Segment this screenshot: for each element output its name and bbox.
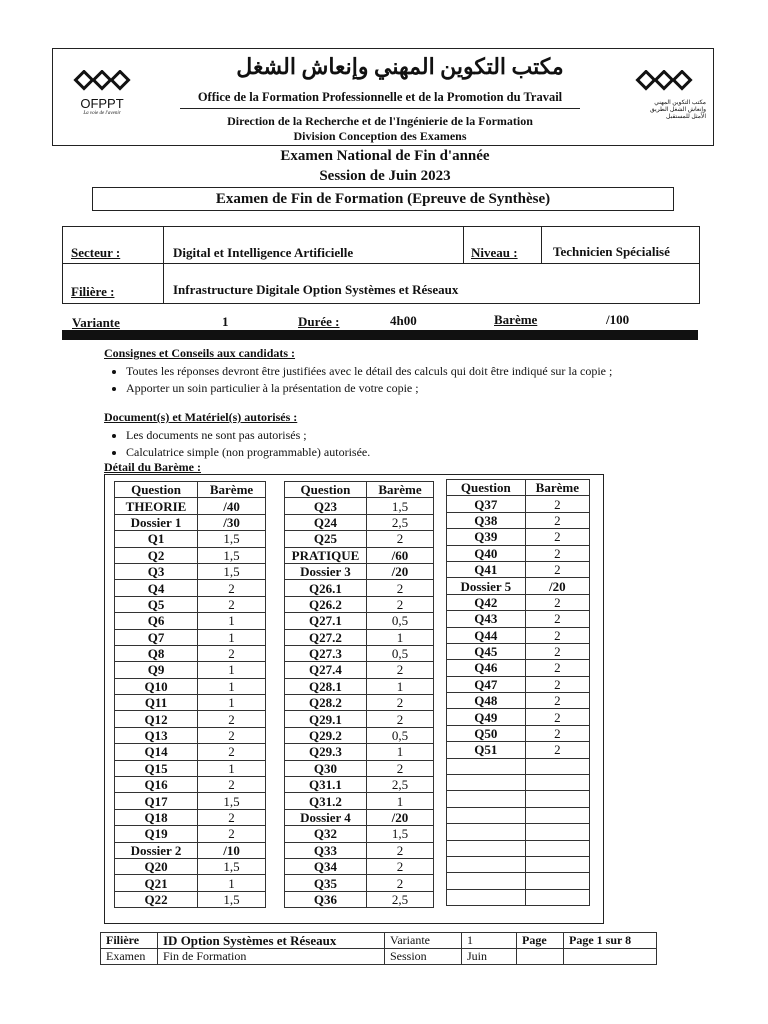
table-row [115,547,266,563]
table-row [285,514,434,530]
question-cell [447,824,526,840]
bareme-cell: /20 [366,563,433,579]
header-question: Question [285,482,367,498]
bareme-cell [525,758,589,774]
bareme-cell: 2 [525,693,589,709]
documents-section [104,410,704,461]
question-cell: Q23 [285,498,367,514]
table-row [447,807,590,823]
bareme-cell: 2 [366,662,433,678]
bareme-cell: 2 [525,611,589,627]
bareme-cell: 2 [198,727,266,743]
footer-variante-label: Variante [385,933,462,949]
exam-title: Examen National de Fin d'année [280,148,490,164]
bareme-cell: 2 [525,561,589,577]
info-vline-3 [541,227,542,263]
table-row [447,660,590,676]
info-vline-1 [163,227,164,303]
question-cell [447,840,526,856]
table-row [115,629,266,645]
header-bareme: Barème [525,480,589,496]
bareme-cell: 1,5 [198,891,266,907]
table-row [447,856,590,872]
question-cell [447,758,526,774]
question-cell: Q49 [447,709,526,725]
bareme-cell: 2 [366,531,433,547]
bareme-table-2 [284,481,434,908]
table-row [285,826,434,842]
bareme-cell [525,807,589,823]
table-row [285,727,434,743]
info-box [62,226,700,304]
bareme-cell: 2 [525,725,589,741]
ofppt-logo-left [62,70,142,130]
office-title: Office de la Formation Professionnelle et de la Promotion du Travail [197,90,563,104]
question-cell: Dossier 4 [285,809,367,825]
question-cell: Q45 [447,643,526,659]
bareme-cell: 1 [366,744,433,760]
question-cell: Q17 [115,793,198,809]
bareme-cell: 1 [198,760,266,776]
header-divider [180,108,580,109]
question-cell: Q27.2 [285,629,367,645]
table-row [447,512,590,528]
question-cell: Q25 [285,531,367,547]
bareme-cell: 2 [525,709,589,725]
bareme-cell: 2 [525,643,589,659]
table-row [447,627,590,643]
question-cell: Q6 [115,613,198,629]
niveau-value: Technicien Spécialisé [553,244,670,259]
table-row [285,793,434,809]
table-row [115,744,266,760]
table-row [285,498,434,514]
bareme-cell: 2,5 [366,514,433,530]
bareme-cell: 2 [198,711,266,727]
question-cell: Q27.3 [285,645,367,661]
question-cell: Q16 [115,777,198,793]
table-row [447,693,590,709]
question-cell: THEORIE [115,498,198,514]
footer-filiere-value: ID Option Systèmes et Réseaux [158,933,385,949]
bareme-cell: 2 [525,676,589,692]
duree-value: 4h00 [390,313,417,328]
bareme-cell: 2 [366,760,433,776]
table-row [285,760,434,776]
bareme-cell: 0,5 [366,613,433,629]
bareme-cell [525,824,589,840]
table-row [447,725,590,741]
question-cell [447,807,526,823]
question-cell: Q36 [285,891,367,907]
bareme-cell: 1,5 [198,563,266,579]
table-row [447,561,590,577]
niveau-label: Niveau : [471,245,518,260]
question-cell [447,856,526,872]
table-row [115,695,266,711]
question-cell: Q30 [285,760,367,776]
table-row [447,889,590,905]
bareme-cell: 2 [198,580,266,596]
table-row [447,529,590,545]
question-cell: Q27.1 [285,613,367,629]
secteur-label: Secteur : [71,245,121,260]
bareme-cell: 1,5 [198,793,266,809]
bareme-cell [525,889,589,905]
bareme-table-3 [446,479,590,906]
table-row [447,611,590,627]
bareme-cell: 1 [198,662,266,678]
question-cell: Q4 [115,580,198,596]
table-row [447,594,590,610]
bareme-cell: 2 [366,580,433,596]
table-row [285,678,434,694]
footer-filiere-label: Filière [101,933,158,949]
table-header-row [115,482,266,498]
table-row [285,858,434,874]
table-row [447,709,590,725]
bareme-cell: 2 [525,529,589,545]
table-row [285,563,434,579]
bareme-cell: 2 [366,695,433,711]
question-cell: Q10 [115,678,198,694]
header-bareme: Barème [198,482,266,498]
question-cell: Q9 [115,662,198,678]
table-row [115,678,266,694]
secteur-value: Digital et Intelligence Artificielle [173,245,354,260]
question-cell [447,775,526,791]
question-cell: Q41 [447,561,526,577]
bareme-cell: 1,5 [366,498,433,514]
table-row [285,809,434,825]
bareme-cell: 1 [198,875,266,891]
question-cell: Q12 [115,711,198,727]
table-row [115,858,266,874]
info-divider [63,263,699,264]
question-cell: Q46 [447,660,526,676]
table-row [285,695,434,711]
bareme-cell: /20 [366,809,433,825]
bareme-cell [525,791,589,807]
table-row [285,744,434,760]
table-row [115,563,266,579]
direction-block [180,114,580,144]
table-row [115,760,266,776]
bareme-cell: 1 [366,629,433,645]
question-cell: Q31.2 [285,793,367,809]
footer-empty-1 [517,949,564,965]
bareme-cell: 2 [525,660,589,676]
bareme-cell: 2,5 [366,777,433,793]
right-logo-arabic: مكتب التكوين المهني وإنعاش الشغل الطريق الأمثل للمستقبل [650,100,706,120]
footer-session-label: Session [385,949,462,965]
bareme-label: Barème [494,312,538,327]
question-cell: Q51 [447,742,526,758]
table-row [447,775,590,791]
bareme-cell: 2 [366,711,433,727]
question-cell: Q24 [285,514,367,530]
footer-page-value: Page 1 sur 8 [564,933,657,949]
bareme-cell: 1,5 [198,547,266,563]
question-cell: Q42 [447,594,526,610]
consigne-item: • Apporter un soin particulier à la présentation de votre copie ; [126,380,704,397]
bareme-cell: 1 [198,629,266,645]
document-item: • Calculatrice simple (non programmable) autorisée. [126,444,704,461]
header-bareme: Barème [366,482,433,498]
bareme-cell: 1,5 [198,858,266,874]
table-row [447,742,590,758]
logo-text: OFPPT [80,96,124,111]
division-title: Division Conception des Examens [293,129,467,143]
question-cell: Q28.2 [285,695,367,711]
question-cell: Q21 [115,875,198,891]
question-cell: Q7 [115,629,198,645]
bareme-cell: 2 [366,875,433,891]
table-row [115,531,266,547]
table-row [447,758,590,774]
question-cell: Q29.1 [285,711,367,727]
question-cell: Q43 [447,611,526,627]
variante-row [66,312,698,330]
table-row [115,498,266,514]
table-row [285,613,434,629]
question-cell: Q26.1 [285,580,367,596]
bareme-cell: 2 [366,842,433,858]
question-cell: Q35 [285,875,367,891]
info-vline-2 [463,227,464,263]
bareme-cell: 2 [525,742,589,758]
table-row [115,875,266,891]
footer-page-label: Page [517,933,564,949]
question-cell: Q39 [447,529,526,545]
bareme-cell: 2,5 [366,891,433,907]
bareme-cell: 2 [198,744,266,760]
bareme-table-1 [114,481,266,908]
table-row [285,842,434,858]
bareme-cell: 2 [525,545,589,561]
bareme-section-title: Détail du Barème : [104,460,201,474]
footer-empty-2 [564,949,657,965]
bareme-cell: 2 [198,645,266,661]
exam-type-box: Examen de Fin de Formation (Epreuve de Synthèse) [92,187,674,211]
bareme-cell: 2 [366,858,433,874]
table-row [115,777,266,793]
question-cell: Q1 [115,531,198,547]
knot-logo-right-icon [634,70,694,92]
question-cell: Q19 [115,826,198,842]
table-row [447,496,590,512]
table-row [447,873,590,889]
bareme-cell: 1 [366,678,433,694]
bareme-cell: /10 [198,842,266,858]
question-cell: Q33 [285,842,367,858]
question-cell: Q20 [115,858,198,874]
bareme-cell: 1 [198,613,266,629]
table-row [285,580,434,596]
table-row [447,578,590,594]
bareme-cell: 2 [525,594,589,610]
question-cell: Q14 [115,744,198,760]
question-cell: Q3 [115,563,198,579]
question-cell [447,889,526,905]
question-cell: Dossier 1 [115,514,198,530]
filiere-value: Infrastructure Digitale Option Systèmes et Réseaux [173,282,459,297]
bareme-cell: 1,5 [366,826,433,842]
logo-slogan: La voie de l'avenir [83,111,121,116]
table-header-row [447,480,590,496]
documents-title: Document(s) et Matériel(s) autorisés : [104,410,298,424]
header-question: Question [115,482,198,498]
footer-table [100,932,657,965]
question-cell: Q26.2 [285,596,367,612]
bareme-cell: 1 [366,793,433,809]
question-cell: Q28.1 [285,678,367,694]
bareme-cell: 2 [198,596,266,612]
table-row [285,596,434,612]
bareme-cell: /40 [198,498,266,514]
exam-session: Session de Juin 2023 [319,168,451,184]
table-row [115,711,266,727]
consignes-title: Consignes et Conseils aux candidats : [104,346,296,360]
question-cell: Q37 [447,496,526,512]
bareme-cell [525,775,589,791]
variante-label: Variante [72,315,120,330]
table-row [115,514,266,530]
question-cell: Q18 [115,809,198,825]
table-row [285,662,434,678]
table-row [115,662,266,678]
question-cell: Dossier 3 [285,563,367,579]
table-row [447,791,590,807]
question-cell: Q38 [447,512,526,528]
bareme-cell: /30 [198,514,266,530]
table-row [447,824,590,840]
variante-value: 1 [222,314,229,329]
bareme-cell: 2 [525,512,589,528]
bareme-cell: /60 [366,547,433,563]
footer-session-value: Juin [462,949,517,965]
table-row [115,580,266,596]
header-question: Question [447,480,526,496]
consignes-section [104,346,704,397]
question-cell: Dossier 2 [115,842,198,858]
arabic-title: مكتب التكوين المهني وإنعاش الشغل [236,54,564,79]
bareme-cell: 0,5 [366,645,433,661]
footer-examen-label: Examen [101,949,158,965]
black-separator-bar [62,330,698,340]
table-row [285,531,434,547]
table-row [115,809,266,825]
knot-logo-icon [72,70,132,92]
table-header-row [285,482,434,498]
question-cell [447,873,526,889]
table-row [115,645,266,661]
question-cell: Q44 [447,627,526,643]
table-row [447,676,590,692]
table-row [285,891,434,907]
table-row [285,645,434,661]
table-row [115,727,266,743]
question-cell: Q31.1 [285,777,367,793]
table-row [285,629,434,645]
question-cell: Dossier 5 [447,578,526,594]
table-row [115,891,266,907]
question-cell: Q22 [115,891,198,907]
bareme-cell: 1 [198,695,266,711]
table-row [447,545,590,561]
duree-label: Durée : [298,314,340,329]
question-cell: Q34 [285,858,367,874]
question-cell: PRATIQUE [285,547,367,563]
bareme-cell: 2 [525,496,589,512]
filiere-label: Filière : [71,284,115,299]
table-row [115,613,266,629]
question-cell: Q32 [285,826,367,842]
table-row [115,826,266,842]
question-cell: Q29.3 [285,744,367,760]
question-cell: Q48 [447,693,526,709]
question-cell [447,791,526,807]
direction-title: Direction de la Recherche et de l'Ingénierie de la Formation [227,114,533,128]
question-cell: Q11 [115,695,198,711]
question-cell: Q5 [115,596,198,612]
bareme-cell: 2 [366,596,433,612]
table-row [447,643,590,659]
table-row [115,793,266,809]
question-cell: Q27.4 [285,662,367,678]
bareme-cell [525,840,589,856]
bareme-cell [525,856,589,872]
footer-variante-value: 1 [462,933,517,949]
table-row [285,875,434,891]
consigne-item: • Toutes les réponses devront être justifiées avec le détail des calculs qui doit être indiqué sur la copie ; [126,363,704,380]
footer-examen-value: Fin de Formation [158,949,385,965]
question-cell: Q8 [115,645,198,661]
bareme-cell: 2 [525,627,589,643]
bareme-cell: 1,5 [198,531,266,547]
question-cell: Q29.2 [285,727,367,743]
table-row [447,840,590,856]
bareme-cell: 1 [198,678,266,694]
bareme-cell: 2 [198,777,266,793]
bareme-cell: /20 [525,578,589,594]
table-row [285,777,434,793]
bareme-cell: 2 [198,826,266,842]
bareme-cell: 0,5 [366,727,433,743]
table-row [285,547,434,563]
question-cell: Q13 [115,727,198,743]
table-row [115,596,266,612]
table-row [285,711,434,727]
document-item: • Les documents ne sont pas autorisés ; [126,427,704,444]
question-cell: Q2 [115,547,198,563]
bareme-value: /100 [606,312,630,327]
question-cell: Q50 [447,725,526,741]
table-row [115,842,266,858]
bareme-cell [525,873,589,889]
question-cell: Q47 [447,676,526,692]
bareme-cell: 2 [198,809,266,825]
question-cell: Q15 [115,760,198,776]
question-cell: Q40 [447,545,526,561]
